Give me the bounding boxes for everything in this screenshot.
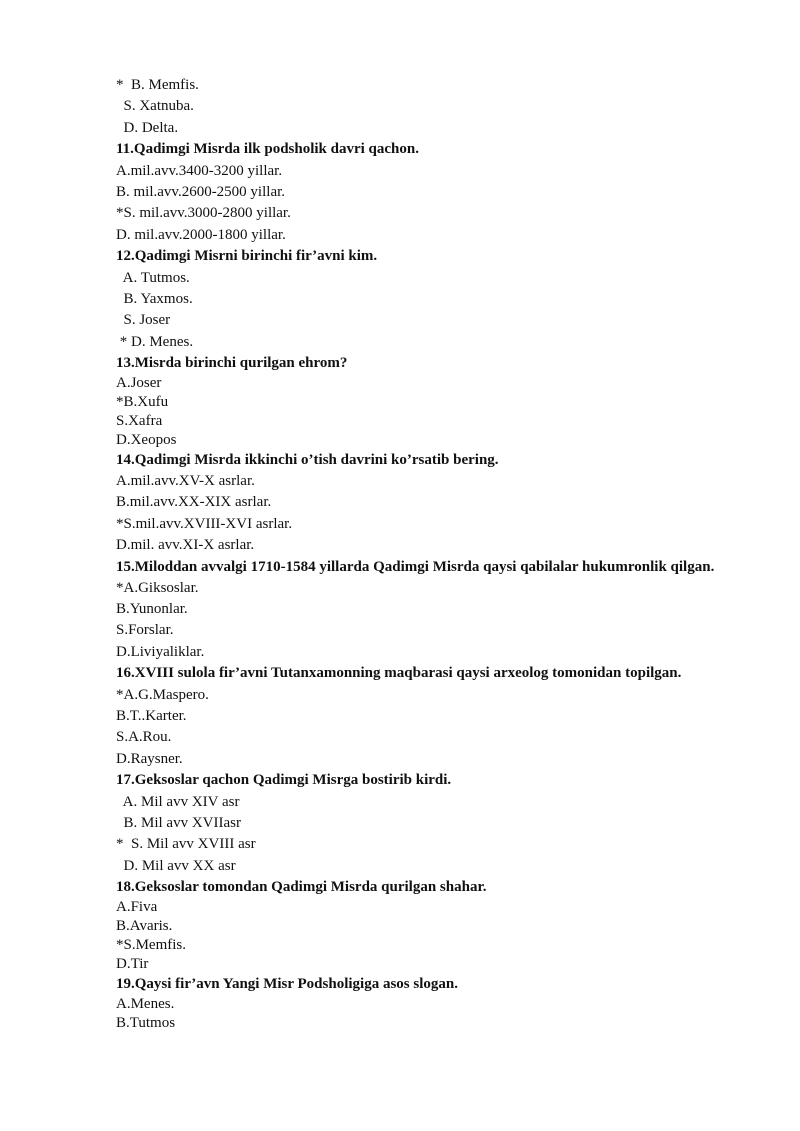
question-12: 12.Qadimgi Misrni birinchi fir’avni kim.: [116, 248, 378, 265]
answer-option: A. Tutmos.: [116, 269, 190, 286]
answer-option: *A.G.Maspero.: [116, 686, 209, 703]
answer-option: B. Yaxmos.: [116, 290, 193, 307]
question-18: 18.Geksoslar tomondan Qadimgi Misrda qurilgan shahar.: [116, 879, 487, 896]
question-14: 14.Qadimgi Misrda ikkinchi o’tish davrini ko’rsatib bering.: [116, 451, 499, 468]
question-17: 17.Geksoslar qachon Qadimgi Misrga bostirib kirdi.: [116, 772, 452, 789]
answer-option: * B. Memfis.: [116, 77, 199, 93]
answer-option: * D. Menes.: [116, 333, 194, 350]
answer-option: D.Xeopos: [116, 431, 177, 448]
answer-option: S.A.Rou.: [116, 729, 172, 746]
answer-option: A.mil.avv.XV-X asrlar.: [116, 473, 255, 490]
answer-option: B.Yunonlar.: [116, 601, 188, 617]
answer-option: B. Mil avv XVIIasr: [116, 814, 241, 831]
answer-option: B.Avaris.: [116, 918, 173, 935]
answer-option: A.Joser: [116, 375, 162, 392]
answer-option: *S.Memfis.: [116, 937, 187, 954]
answer-option: * S. Mil avv XVIII asr: [116, 836, 256, 853]
question-15: 15.Miloddan avvalgi 1710-1584 yillarda Qadimgi Misrda qaysi qabilalar hukumronlik qilgan.: [116, 558, 715, 575]
answer-option: B.Tutmos: [116, 1014, 176, 1031]
answer-option: D. mil.avv.2000-1800 yillar.: [116, 226, 286, 243]
question-13: 13.Misrda birinchi qurilgan ehrom?: [116, 355, 348, 372]
answer-option: B.T..Karter.: [116, 707, 187, 724]
answer-option: S.Forslar.: [116, 622, 174, 639]
answer-option: A. Mil avv XIV asr: [116, 793, 240, 810]
answer-option: A.Menes.: [116, 996, 175, 1013]
answer-option: D. Mil avv XX asr: [116, 857, 236, 874]
answer-option: *S.mil.avv.XVIII-XVI asrlar.: [116, 515, 293, 532]
answer-option: B. mil.avv.2600-2500 yillar.: [116, 183, 286, 200]
question-16: 16.XVIII sulola fir’avni Tutanxamonning maqbarasi qaysi arxeolog tomonidan topilgan.: [116, 665, 682, 682]
answer-option: A.Fiva: [116, 899, 158, 916]
answer-option: *B.Xufu: [116, 394, 169, 411]
answer-option: D. Delta.: [116, 119, 179, 136]
answer-option: D.Tir: [116, 955, 149, 972]
answer-option: D.Raysner.: [116, 750, 183, 767]
question-19: 19.Qaysi fir’avn Yangi Misr Podsholigiga asos slogan.: [116, 975, 458, 992]
answer-option: D.mil. avv.XI-X asrlar.: [116, 537, 255, 554]
question-11: 11.Qadimgi Misrda ilk podsholik davri qachon.: [116, 141, 419, 158]
answer-option: B.mil.avv.XX-XIX asrlar.: [116, 494, 272, 511]
answer-option: *S. mil.avv.3000-2800 yillar.: [116, 205, 291, 222]
answer-option: D.Liviyaliklar.: [116, 643, 205, 660]
answer-option: *A.Giksoslar.: [116, 579, 199, 596]
answer-option: S. Joser: [116, 312, 171, 329]
quiz-content: [116, 75, 756, 1033]
answer-option: S. Xatnuba.: [116, 98, 194, 115]
answer-option: A.mil.avv.3400-3200 yillar.: [116, 162, 283, 179]
answer-option: S.Xafra: [116, 413, 163, 430]
